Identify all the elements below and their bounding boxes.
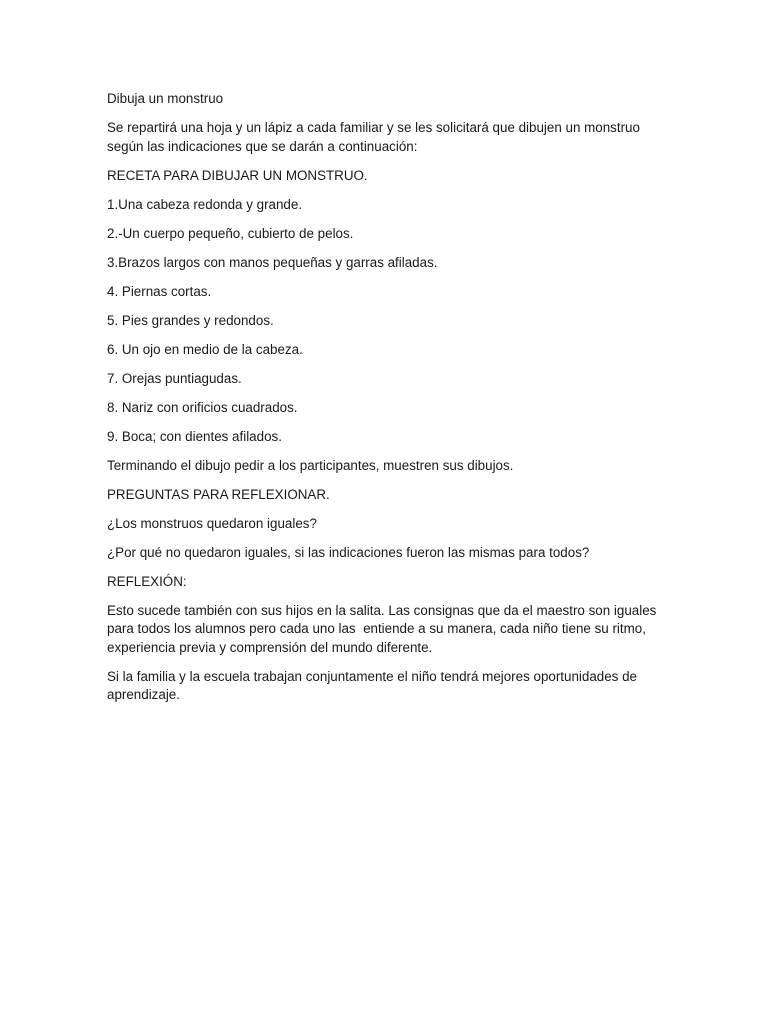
- recipe-step: 4. Piernas cortas.: [107, 283, 212, 299]
- intro-paragraph: Se repartirá una hoja y un lápiz a cada familiar y se les solicitará que dibujen un monstruo según las indicaciones que se darán a continuación:: [107, 120, 644, 154]
- closing-instruction: Terminando el dibujo pedir a los participantes, muestren sus dibujos.: [107, 457, 514, 473]
- recipe-step: 8. Nariz con orificios cuadrados.: [107, 399, 298, 415]
- recipe-step: 3.Brazos largos con manos pequeñas y garras afiladas.: [107, 254, 438, 270]
- reflection-paragraph: Si la familia y la escuela trabajan conjuntamente el niño tendrá mejores oportunidades de aprendizaje.: [107, 668, 641, 702]
- reflection-paragraph: Esto sucede también con sus hijos en la salita. Las consignas que da el maestro son iguales para todos los alumnos pero cada uno las entiende a su manera, cada niño tiene su ritmo, experiencia previa y comprensión del mundo diferente.: [107, 602, 661, 655]
- question: ¿Por qué no quedaron iguales, si las indicaciones fueron las mismas para todos?: [107, 544, 590, 560]
- recipe-step: 7. Orejas puntiagudas.: [107, 370, 242, 386]
- recipe-step: 1.Una cabeza redonda y grande.: [107, 196, 303, 212]
- document-title: Dibuja un monstruo: [107, 91, 224, 106]
- document-body: [107, 90, 667, 715]
- recipe-step: 9. Boca; con dientes afilados.: [107, 428, 282, 444]
- reflection-heading: REFLEXIÓN:: [107, 573, 187, 589]
- recipe-step: 6. Un ojo en medio de la cabeza.: [107, 341, 303, 357]
- question: ¿Los monstruos quedaron iguales?: [107, 515, 317, 531]
- recipe-step: 5. Pies grandes y redondos.: [107, 312, 274, 328]
- recipe-step: 2.-Un cuerpo pequeño, cubierto de pelos.: [107, 225, 354, 241]
- questions-heading: PREGUNTAS PARA REFLEXIONAR.: [107, 486, 330, 502]
- recipe-heading: RECETA PARA DIBUJAR UN MONSTRUO.: [107, 167, 368, 183]
